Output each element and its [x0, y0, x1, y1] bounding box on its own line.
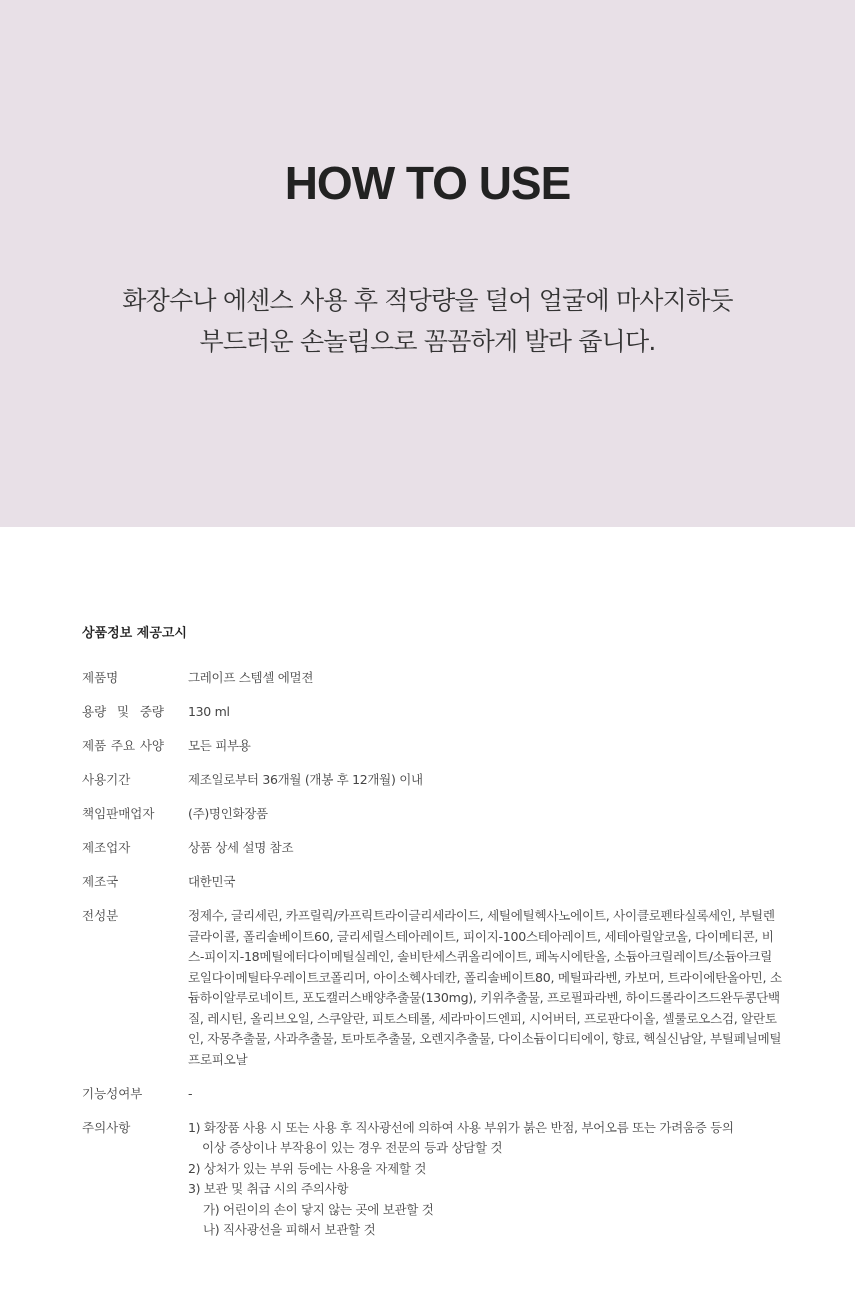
ingredients-list: 정제수, 글리세린, 카프릴릭/카프릭트라이글리세라이드, 세틸에틸헥사노에이트, 사이클로펜타실록세인, 부틸렌글라이콜, 폴리솔베이트60, 글리세릴스테아레이트, 피이지-100스테아레이트, 세테아릴알코올, 다이메티콘, 비스-피이지-18메틸에터다이메틸실레인, 솔비탄세스퀴올리에이트, 페녹시에탄올, 소듐아크릴레이트/소듐아크릴로일다이메틸타우레이트코폴리머, 아이소헥사데칸, 폴리솔베이트80, 메틸파라벤, 카보머, 트라이에탄올아민, 소듐하이알루로네이트, 포도캘러스배양추출물(130mg), 키위추출물, 프로필파라벤, 하이드롤라이즈드완두콩단백질, 레시틴, 올리브오일, 스쿠알란, 피토스테롤, 세라마이드엔피, 시어버터, 프로판다이올, 셀룰로오스검, 알란토인, 자몽추출물, 사과추출물, 토마토추출물, 오렌지추출물, 다이소듐이디티에이, 향료, 헥실신남알, 부틸페닐메틸프로피오날	[188, 908, 782, 1067]
product-info-notice	[82, 622, 782, 1254]
caution-item-3a: 가) 어린이의 손이 닿지 않는 곳에 보관할 것	[203, 1201, 434, 1217]
row-value: (주)명인화장품	[188, 806, 268, 821]
caution-item-2: 2) 상처가 있는 부위 등에는 사용을 자제할 것	[188, 1160, 427, 1176]
row-label: 사용기간	[82, 772, 131, 787]
caution-item-1-cont: 이상 증상이나 부작용이 있는 경우 전문의 등과 상담할 것	[202, 1140, 503, 1155]
row-label: 전성분	[82, 908, 119, 923]
info-row-period	[82, 770, 782, 791]
usage-description	[0, 280, 855, 362]
info-row-spec	[82, 736, 782, 757]
info-heading: 상품정보 제공고시	[82, 626, 187, 641]
row-label: 용량 및 중량	[82, 704, 164, 719]
row-label: 기능성여부	[82, 1085, 143, 1101]
caution-item-1: 1) 화장품 사용 시 또는 사용 후 직사광선에 의하여 사용 부위가 붉은 반점, 부어오름 또는 가려움증 등의	[188, 1119, 734, 1135]
usage-line-1: 화장수나 에센스 사용 후 적당량을 덜어 얼굴에 마사지하듯	[122, 286, 733, 315]
info-row-seller	[82, 804, 782, 825]
row-value: 제조일로부터 36개월 (개봉 후 12개월) 이내	[188, 772, 423, 787]
row-label: 제조국	[82, 874, 119, 889]
row-label: 제품명	[82, 670, 119, 685]
info-row-manufacturer	[82, 838, 782, 859]
info-row-product-name	[82, 668, 782, 689]
info-row-caution	[82, 1118, 782, 1241]
row-label: 제조업자	[82, 840, 131, 855]
row-value: -	[188, 1085, 193, 1101]
caution-item-3b: 나) 직사광선을 피해서 보관할 것	[203, 1222, 376, 1237]
caution-list	[188, 1118, 782, 1241]
row-value: 130 ml	[188, 704, 230, 719]
row-label: 제품 주요 사양	[82, 738, 164, 753]
row-label: 주의사항	[82, 1119, 131, 1135]
row-value: 대한민국	[188, 874, 236, 889]
caution-item-3: 3) 보관 및 취급 시의 주의사항	[188, 1181, 349, 1196]
section-title: HOW TO USE	[284, 157, 571, 209]
info-row-ingredients	[82, 906, 782, 1070]
info-row-functional	[82, 1084, 782, 1105]
info-row-volume	[82, 702, 782, 723]
row-value: 모든 피부용	[188, 738, 251, 753]
row-value: 그레이프 스템셀 에멀젼	[188, 670, 314, 685]
info-row-country	[82, 872, 782, 893]
row-value: 상품 상세 설명 참조	[188, 840, 294, 855]
usage-line-2: 부드러운 손놀림으로 꼼꼼하게 발라 줍니다.	[199, 327, 656, 356]
row-label: 책임판매업자	[82, 806, 155, 821]
how-to-use-banner	[0, 0, 855, 527]
